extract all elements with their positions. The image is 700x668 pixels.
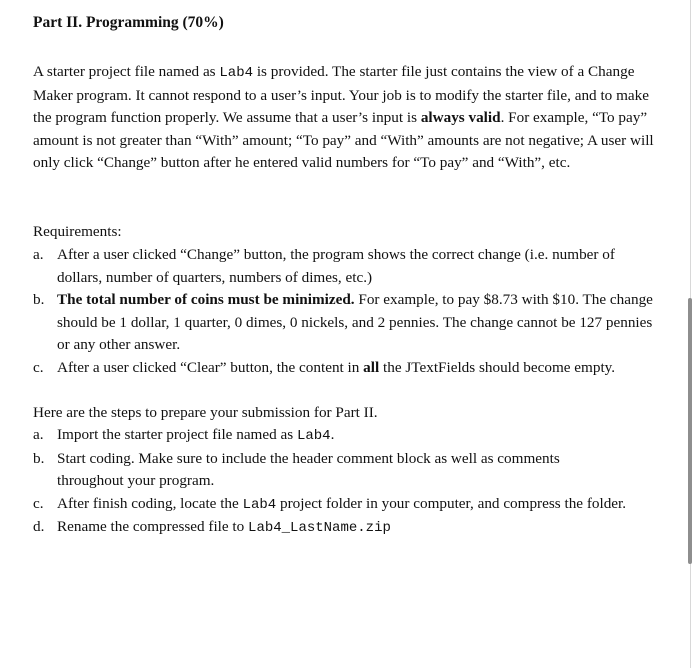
requirement-bold-all: all [363,358,380,376]
list-marker: a. [33,246,44,263]
step-text-1: Import the starter project file named as [57,426,297,443]
steps-list [33,424,655,540]
requirement-text-1: After a user clicked “Clear” button, the content in [57,358,364,376]
step-code-lab4: Lab4 [242,496,277,513]
vertical-scrollbar[interactable] [688,298,692,564]
list-marker: b. [33,291,45,309]
requirement-bold: The total number of coins must be minimized. [57,291,355,309]
requirements-title: Requirements: [33,223,122,240]
intro-text-1: A starter project file named as [33,63,220,80]
step-text-1: After finish coding, locate the [57,494,243,512]
step-text [57,493,655,517]
step-code-filename: Lab4_LastName.zip [248,520,391,537]
list-marker: c. [33,494,44,512]
step-code-lab4: Lab4 [296,428,331,444]
requirement-text [57,357,655,380]
list-marker: d. [33,518,45,536]
requirement-text [57,289,655,357]
intro-code-lab4: Lab4 [219,65,254,81]
steps-title: Here are the steps to prepare your submission for Part II. [33,404,378,421]
requirements-list [33,244,655,380]
section-heading: Part II. Programming (70%) [33,14,224,31]
step-item-c [33,493,655,517]
intro-text-2: is provided. The starter file just contains the view of a Change Maker program. It cannot respond to a user’s input. Your job is to modify the starter file, and to make the program function properly. We assume that a user’s input is [33,63,649,127]
step-text-2: project folder in your computer, and compress the folder. [276,494,627,512]
requirement-text-2: the JTextFields should become empty. [379,358,616,376]
requirement-item-c [33,357,655,380]
step-item-b [33,448,655,493]
step-text [57,424,655,448]
step-text [57,516,655,540]
step-text-2: . [330,426,335,443]
requirement-text-rest: For example, to pay $8.73 with $10. The change should be 1 dollar, 1 quarter, 0 dimes, 0 nickels, and 2 pennies. The change cannot be 127 pennies or any other answer. [57,291,653,354]
list-marker: a. [33,426,44,443]
requirement-text: After a user clicked “Change” button, the program shows the correct change (i.e. number of dollars, number of quarters, numbers of dimes, etc.) [57,246,615,286]
intro-paragraph [33,61,655,175]
intro-text-3: . For example, “To pay” amount is not greater than “With” amount; “To pay” and “With” amounts are not negative; A user will only click “Change” button after he entered valid numbers for “To pay” and “With”, etc. [33,109,654,172]
list-marker: b. [33,449,45,467]
step-item-a [33,424,655,448]
list-marker: c. [33,358,44,376]
intro-bold-always-valid: always valid [420,109,501,127]
requirement-item-a [33,244,655,289]
step-text: Start coding. Make sure to include the header comment block as well as comments throughout your program. [57,449,560,490]
requirement-item-b [33,289,655,357]
step-item-d [33,516,655,540]
step-text-1: Rename the compressed file to [57,518,249,536]
